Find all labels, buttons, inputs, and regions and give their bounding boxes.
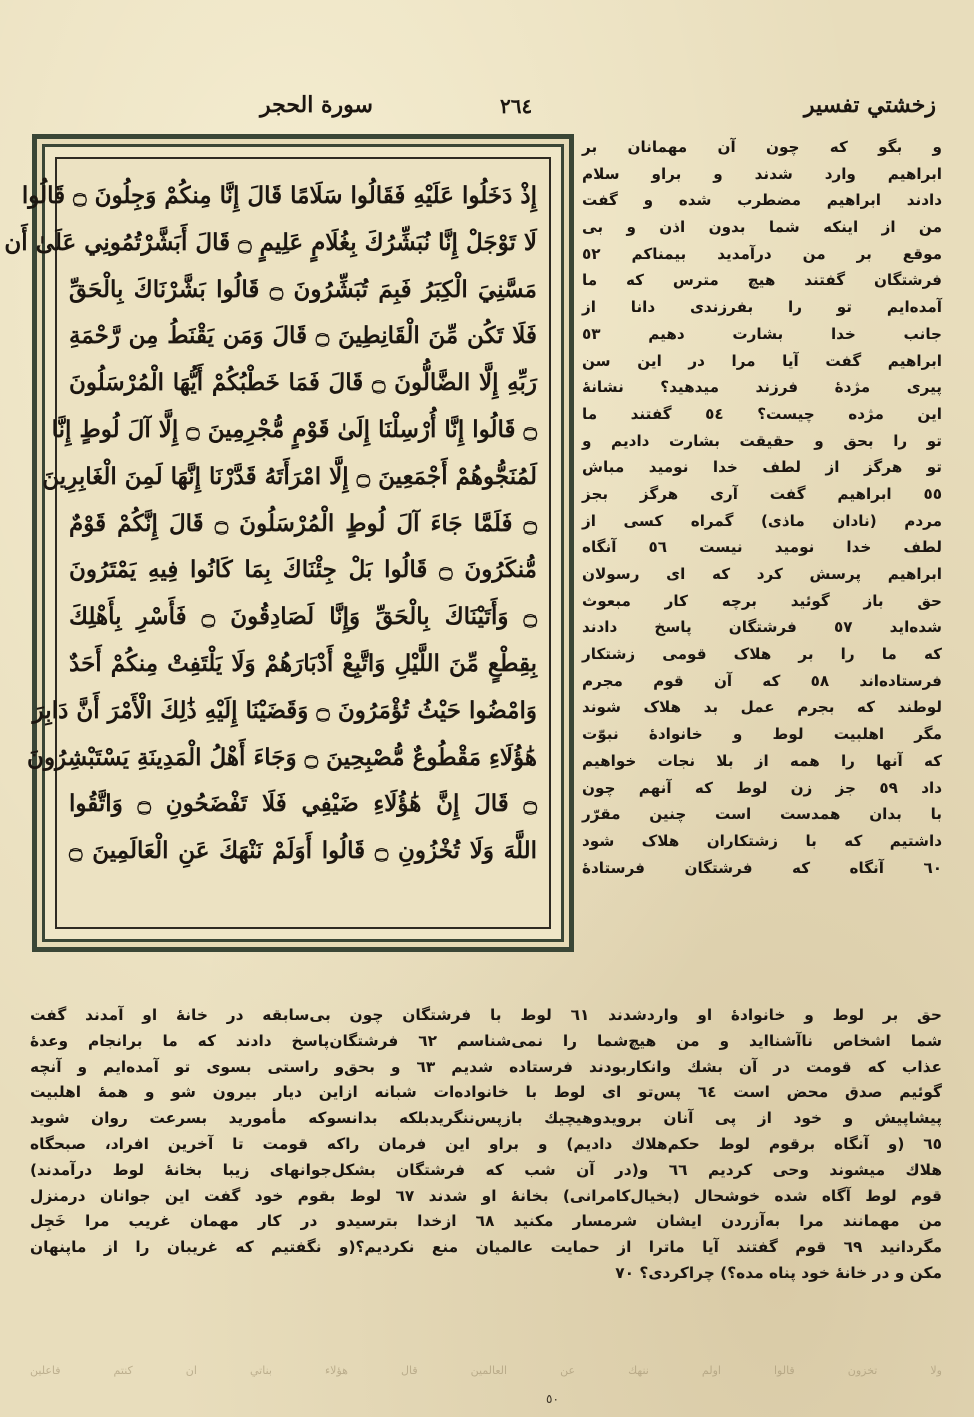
translation-line: ٦٠ آنگاه که فرشتگان فرستادهٔ <box>582 858 942 877</box>
translation-line: فرشتگان گفتند هیچ مترس که ما <box>582 271 942 290</box>
translation-column <box>582 134 942 881</box>
translation-line: لوطند که بجرم عمل بد هلاک شوند <box>582 698 942 717</box>
translation-line: شده‌اید ٥٧ فرشتگان پاسخ دادند <box>582 618 942 637</box>
translation-bottom-line: مکن و در خانهٔ خود پناه مده؟) چراکردی؟ ٧٠ <box>615 1263 942 1282</box>
translation-line: دادند ابراهیم مضطرب شده و گفت <box>582 191 942 210</box>
quran-line: ۝ قَالُوا إِنَّا أُرْسِلْنَا إِلَىٰ قَوْمٍ مُّجْرِمِينَ ۝ إِلَّا آلَ لُوطٍ إِنَّا <box>51 415 537 443</box>
quran-line: فَلَا تَكُن مِّنَ الْقَانِطِينَ ۝ قَالَ وَمَن يَقْنَطُ مِن رَّحْمَةِ <box>69 322 537 350</box>
translation-line: ٥٥ ابراهیم گفت آری هرگز بجز <box>582 484 942 503</box>
translation-line: مگر اهلبیت لوط و خانوادهٔ نبوّت <box>582 725 942 744</box>
translation-line: آمده‌ایم تو را بفرزندی دانا از <box>582 298 942 317</box>
translation-bottom-line: عذاب که قومت در آن بشك وانکاربودند فرستاده شدیم ٦٣ و بحق‌و راستی بسوی تو آمده‌ایم و آنچه <box>30 1057 942 1076</box>
header-right-title: زخشتي تفسير <box>803 92 936 118</box>
translation-line: داد ٥٩ جز زن لوط که آنهم چون <box>582 778 942 797</box>
translation-line: ابراهیم وارد شدند و براو سلام <box>582 164 942 183</box>
page-header <box>250 92 950 126</box>
quran-line: اللَّهَ وَلَا تُخْزُونِ ۝ قَالُوا أَوَلَمْ نَنْهَكَ عَنِ الْعَالَمِينَ ۝ <box>69 837 538 865</box>
translation-bottom-line: شما اشخاص ناآشنااید و من هیچ‌شما را نمی‌شناسم ٦٢ فرشتگان‌پاسخ دادند که ما برانجام وعدهٔ <box>30 1031 942 1050</box>
quran-line: مَسَّنِيَ الْكِبَرُ فَبِمَ تُبَشِّرُونَ ۝ قَالُوا بَشَّرْنَاكَ بِالْحَقِّ <box>69 275 538 303</box>
translation-line: حق باز گوئید برچه کار مبعوث <box>582 591 942 610</box>
translation-line: داشتیم که با زشتکاران هلاک شود <box>582 831 942 850</box>
header-surah-title: سورة الحجر <box>260 92 373 118</box>
translation-bottom-line: حق بر لوط و خانوادهٔ او واردشدند ٦١ لوط با فرشتگان چون بی‌سابقه در خانهٔ او آمدند گفت <box>30 1006 942 1024</box>
translation-line: با بدان همدست است چنین مقرّر <box>582 805 942 824</box>
translation-line: فرستاده‌اند ٥٨ که آن قوم مجرم <box>582 671 942 690</box>
translation-line: ابراهیم گفت آیا مرا در این سن <box>582 351 942 370</box>
translation-bottom-line: مگردانید ٦٩ قوم گفتند آیا ماترا از حمایت عالمیان منع نکردیم؟(و نگفتیم که غریبان را از ماپنهان <box>30 1238 942 1257</box>
translation-line: تو هرگز از لطف خدا نومید مباش <box>582 458 942 477</box>
translation-line: که ما را بر هلاک قومی زشتکار <box>582 645 942 664</box>
quran-text-box <box>4 157 551 929</box>
translation-line: من از اینکه شما بدون اذن و بی <box>582 218 942 237</box>
translation-line: مردم (نادان ماذی) گمراه کسی از <box>582 511 942 530</box>
quran-line: لَمُنَجُّوهُمْ أَجْمَعِينَ ۝ إِلَّا امْرَأَتَهُ قَدَّرْنَا إِنَّهَا لَمِنَ الْغَابِرِينَ <box>42 462 537 490</box>
translation-line: این مژده چیست؟ ٥٤ گفتند ما <box>582 404 942 423</box>
quran-line: إِذْ دَخَلُوا عَلَيْهِ فَقَالُوا سَلَامًا قَالَ إِنَّا مِنكُمْ وَجِلُونَ ۝ قَالُوا <box>21 182 537 209</box>
translation-bottom-block <box>30 1003 942 1287</box>
quran-line: بِقِطْعٍ مِّنَ اللَّيْلِ وَاتَّبِعْ أَدْبَارَهُمْ وَلَا يَلْتَفِتْ مِنكُمْ أَحَدٌ <box>69 649 537 677</box>
quran-line: ۝ فَلَمَّا جَاءَ آلَ لُوطٍ الْمُرْسَلُونَ ۝ قَالَ إِنَّكُمْ قَوْمٌ <box>69 509 538 537</box>
translation-bottom-line: پیشاپیش و خود از پی آنان بروید‌وهیچیك بازپس‌ننگرید‌بلکه بدانسوکه مأمورید بسرعت روان شوید <box>30 1109 942 1128</box>
bottom-mark: ٥٠ <box>546 1392 559 1406</box>
quran-frame <box>4 134 574 952</box>
quran-line: مُّنكَرُونَ ۝ قَالُوا بَلْ جِئْنَاكَ بِمَا كَانُوا فِيهِ يَمْتَرُونَ <box>69 556 537 584</box>
translation-line: پیری مژدهٔ فرزند میدهید؟ نشانهٔ <box>582 378 942 397</box>
faded-footnote: ولا تخزون قالوا اولم ننهك عن العالمين قال هؤلاء بناتي ان كنتم فاعلين <box>30 1364 942 1377</box>
translation-line: ابراهیم پرسش کرد که ای رسولان <box>582 565 942 583</box>
quran-line: وَامْضُوا حَيْثُ تُؤْمَرُونَ ۝ وَقَضَيْنَا إِلَيْهِ ذَٰلِكَ الْأَمْرَ أَنَّ دَابِرَ <box>32 696 537 724</box>
translation-line: جانب خدا بشارت دهیم ٥٣ <box>582 324 942 343</box>
translation-line: لطف خدا نومید نیست ٥٦ آنگاه <box>582 538 942 557</box>
quran-line: لَا تَوْجَلْ إِنَّا نُبَشِّرُكَ بِغُلَامٍ عَلِيمٍ ۝ قَالَ أَبَشَّرْتُمُونِي عَلَىٰ أَن <box>4 228 537 256</box>
page-number: ٢٦٤ <box>500 94 533 118</box>
quran-line: رَبِّهِ إِلَّا الضَّالُّونَ ۝ قَالَ فَمَا خَطْبُكُمْ أَيُّهَا الْمُرْسَلُونَ <box>69 369 538 397</box>
translation-bottom-line: ٦٥ (و آنگاه برقوم لوط حکم‌هلاك دادیم) و براو این فرمان راکه قومت تا آخرین افراد، صبحگاه <box>30 1134 942 1153</box>
translation-line: و بگو که چون آن مهمانان بر <box>582 138 942 156</box>
quran-line: ۝ وَأَتَيْنَاكَ بِالْحَقِّ وَإِنَّا لَصَادِقُونَ ۝ فَأَسْرِ بِأَهْلِكَ <box>69 603 538 631</box>
translation-line: موقع بر من درآمدید بیمناکم ٥٢ <box>582 244 942 263</box>
translation-line: که آنها را همه از بلا نجات خواهیم <box>582 751 942 770</box>
translation-line: تو را بحق و حقیقت بشارت دادیم و <box>582 431 942 450</box>
translation-bottom-line: هلاك میشوند وحی کردیم ٦٦ و(در آن شب که فرشتگان بشکل‌جوانهای زیبا بخانهٔ لوط درآمدند) <box>30 1160 943 1179</box>
translation-bottom-line: گوئیم صدق محض است ٦٤ پس‌تو ای لوط با خانواده‌ات شبانه ازاین دیار بیرون شو و همهٔ اهلبیت <box>30 1083 942 1102</box>
quran-line: ۝ قَالَ إِنَّ هَٰؤُلَاءِ ضَيْفِي فَلَا تَفْضَحُونِ ۝ وَاتَّقُوا <box>69 790 537 818</box>
translation-bottom-line: قوم لوط آگاه شده خوشحال (بخیال‌کامرانی) بخانهٔ او شدند ٦٧ لوط بقوم خود گفت این جوانان درمنزل <box>30 1186 942 1205</box>
quran-line: هَٰؤُلَاءِ مَقْطُوعٌ مُّصْبِحِينَ ۝ وَجَاءَ أَهْلُ الْمَدِينَةِ يَسْتَبْشِرُونَ <box>27 743 537 771</box>
translation-bottom-line: من مهمانند مرا به‌آزردن ایشان شرمسار مکنید ٦٨ ازخدا بترسیدو در کار مهمان غریب مرا خَجِل <box>30 1212 943 1231</box>
